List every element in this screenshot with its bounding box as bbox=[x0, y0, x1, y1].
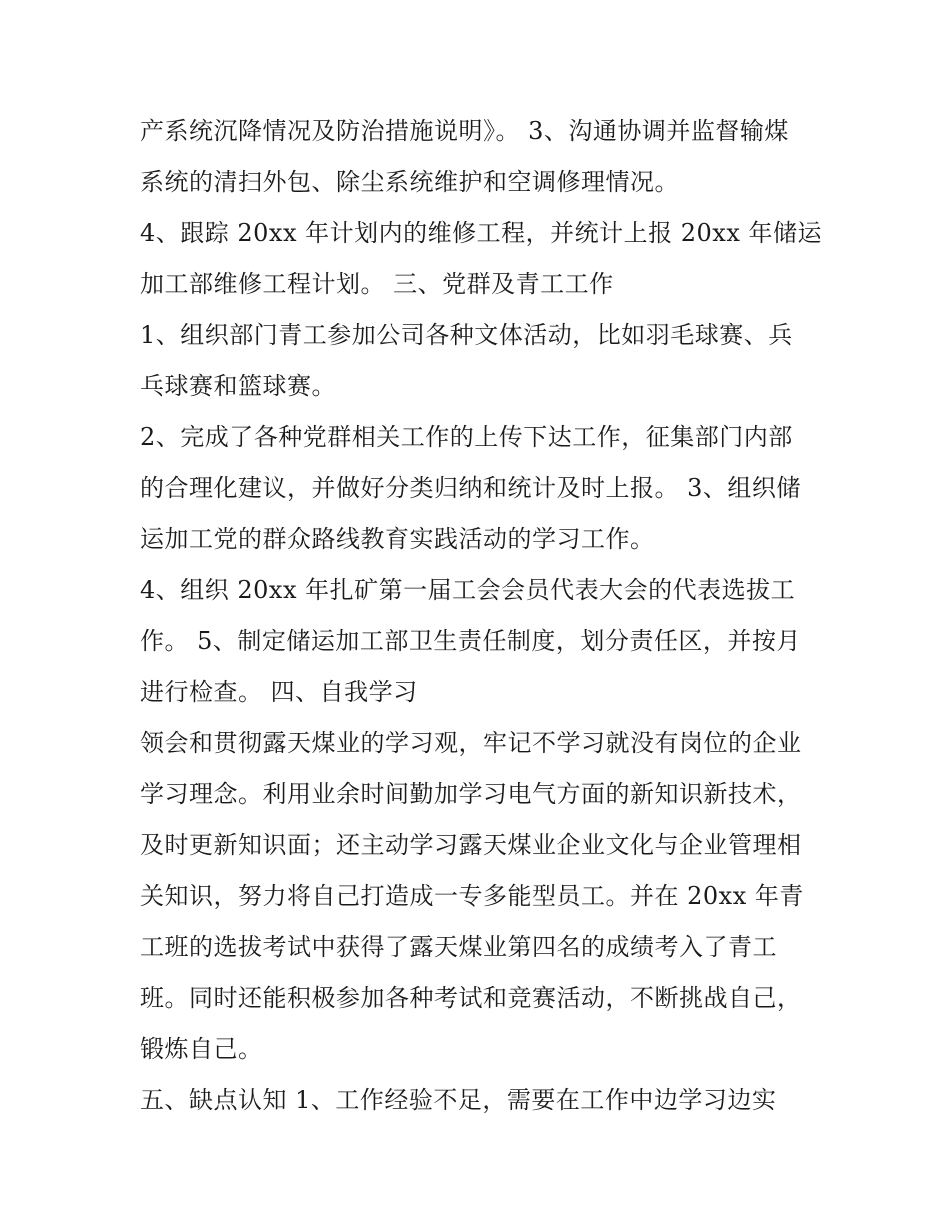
text-line: 运加工党的群众路线教育实践活动的学习工作。 bbox=[140, 525, 655, 553]
text-line: 加工部维修工程计划。 三、党群及青工工作 bbox=[140, 270, 614, 298]
text-line: 关知识，努力将自己打造成一专多能型员工。并在 20xx 年青 bbox=[140, 882, 804, 910]
text-line: 系统的清扫外包、除尘系统维护和空调修理情况。 bbox=[140, 168, 679, 196]
text-line: 领会和贯彻露天煤业的学习观，牢记不学习就没有岗位的企业 bbox=[140, 729, 802, 757]
text-line: 锻炼自己。 bbox=[140, 1035, 263, 1063]
text-line: 产系统沉降情况及防治措施说明》。 3、沟通协调并监督输煤 bbox=[140, 117, 789, 145]
text-line: 4、组织 20xx 年扎矿第一届工会会员代表大会的代表选拔工 bbox=[140, 576, 796, 604]
text-line: 进行检查。 四、自我学习 bbox=[140, 678, 418, 706]
text-line: 工班的选拔考试中获得了露天煤业第四名的成绩考入了青工 bbox=[140, 933, 777, 961]
document-body bbox=[140, 106, 823, 1126]
text-line: 的合理化建议，并做好分类归纳和统计及时上报。 3、组织储 bbox=[140, 474, 801, 502]
text-line: 班。同时还能积极参加各种考试和竞赛活动，不断挑战自己， bbox=[140, 984, 802, 1012]
text-line: 五、缺点认知 1、工作经验不足，需要在工作中边学习边实 bbox=[140, 1086, 777, 1114]
text-line: 1、组织部门青工参加公司各种文体活动，比如羽毛球赛、兵 bbox=[140, 321, 793, 349]
text-line: 及时更新知识面；还主动学习露天煤业企业文化与企业管理相 bbox=[140, 831, 802, 859]
text-line: 4、跟踪 20xx 年计划内的维修工程，并统计上报 20xx 年储运 bbox=[140, 219, 823, 247]
text-line: 作。 5、制定储运加工部卫生责任制度，划分责任区，并按月 bbox=[140, 627, 801, 655]
text-line: 2、完成了各种党群相关工作的上传下达工作，征集部门内部 bbox=[140, 423, 793, 451]
text-line: 乓球赛和篮球赛。 bbox=[140, 372, 336, 400]
text-line: 学习理念。利用业余时间勤加学习电气方面的新知识新技术， bbox=[140, 780, 802, 808]
